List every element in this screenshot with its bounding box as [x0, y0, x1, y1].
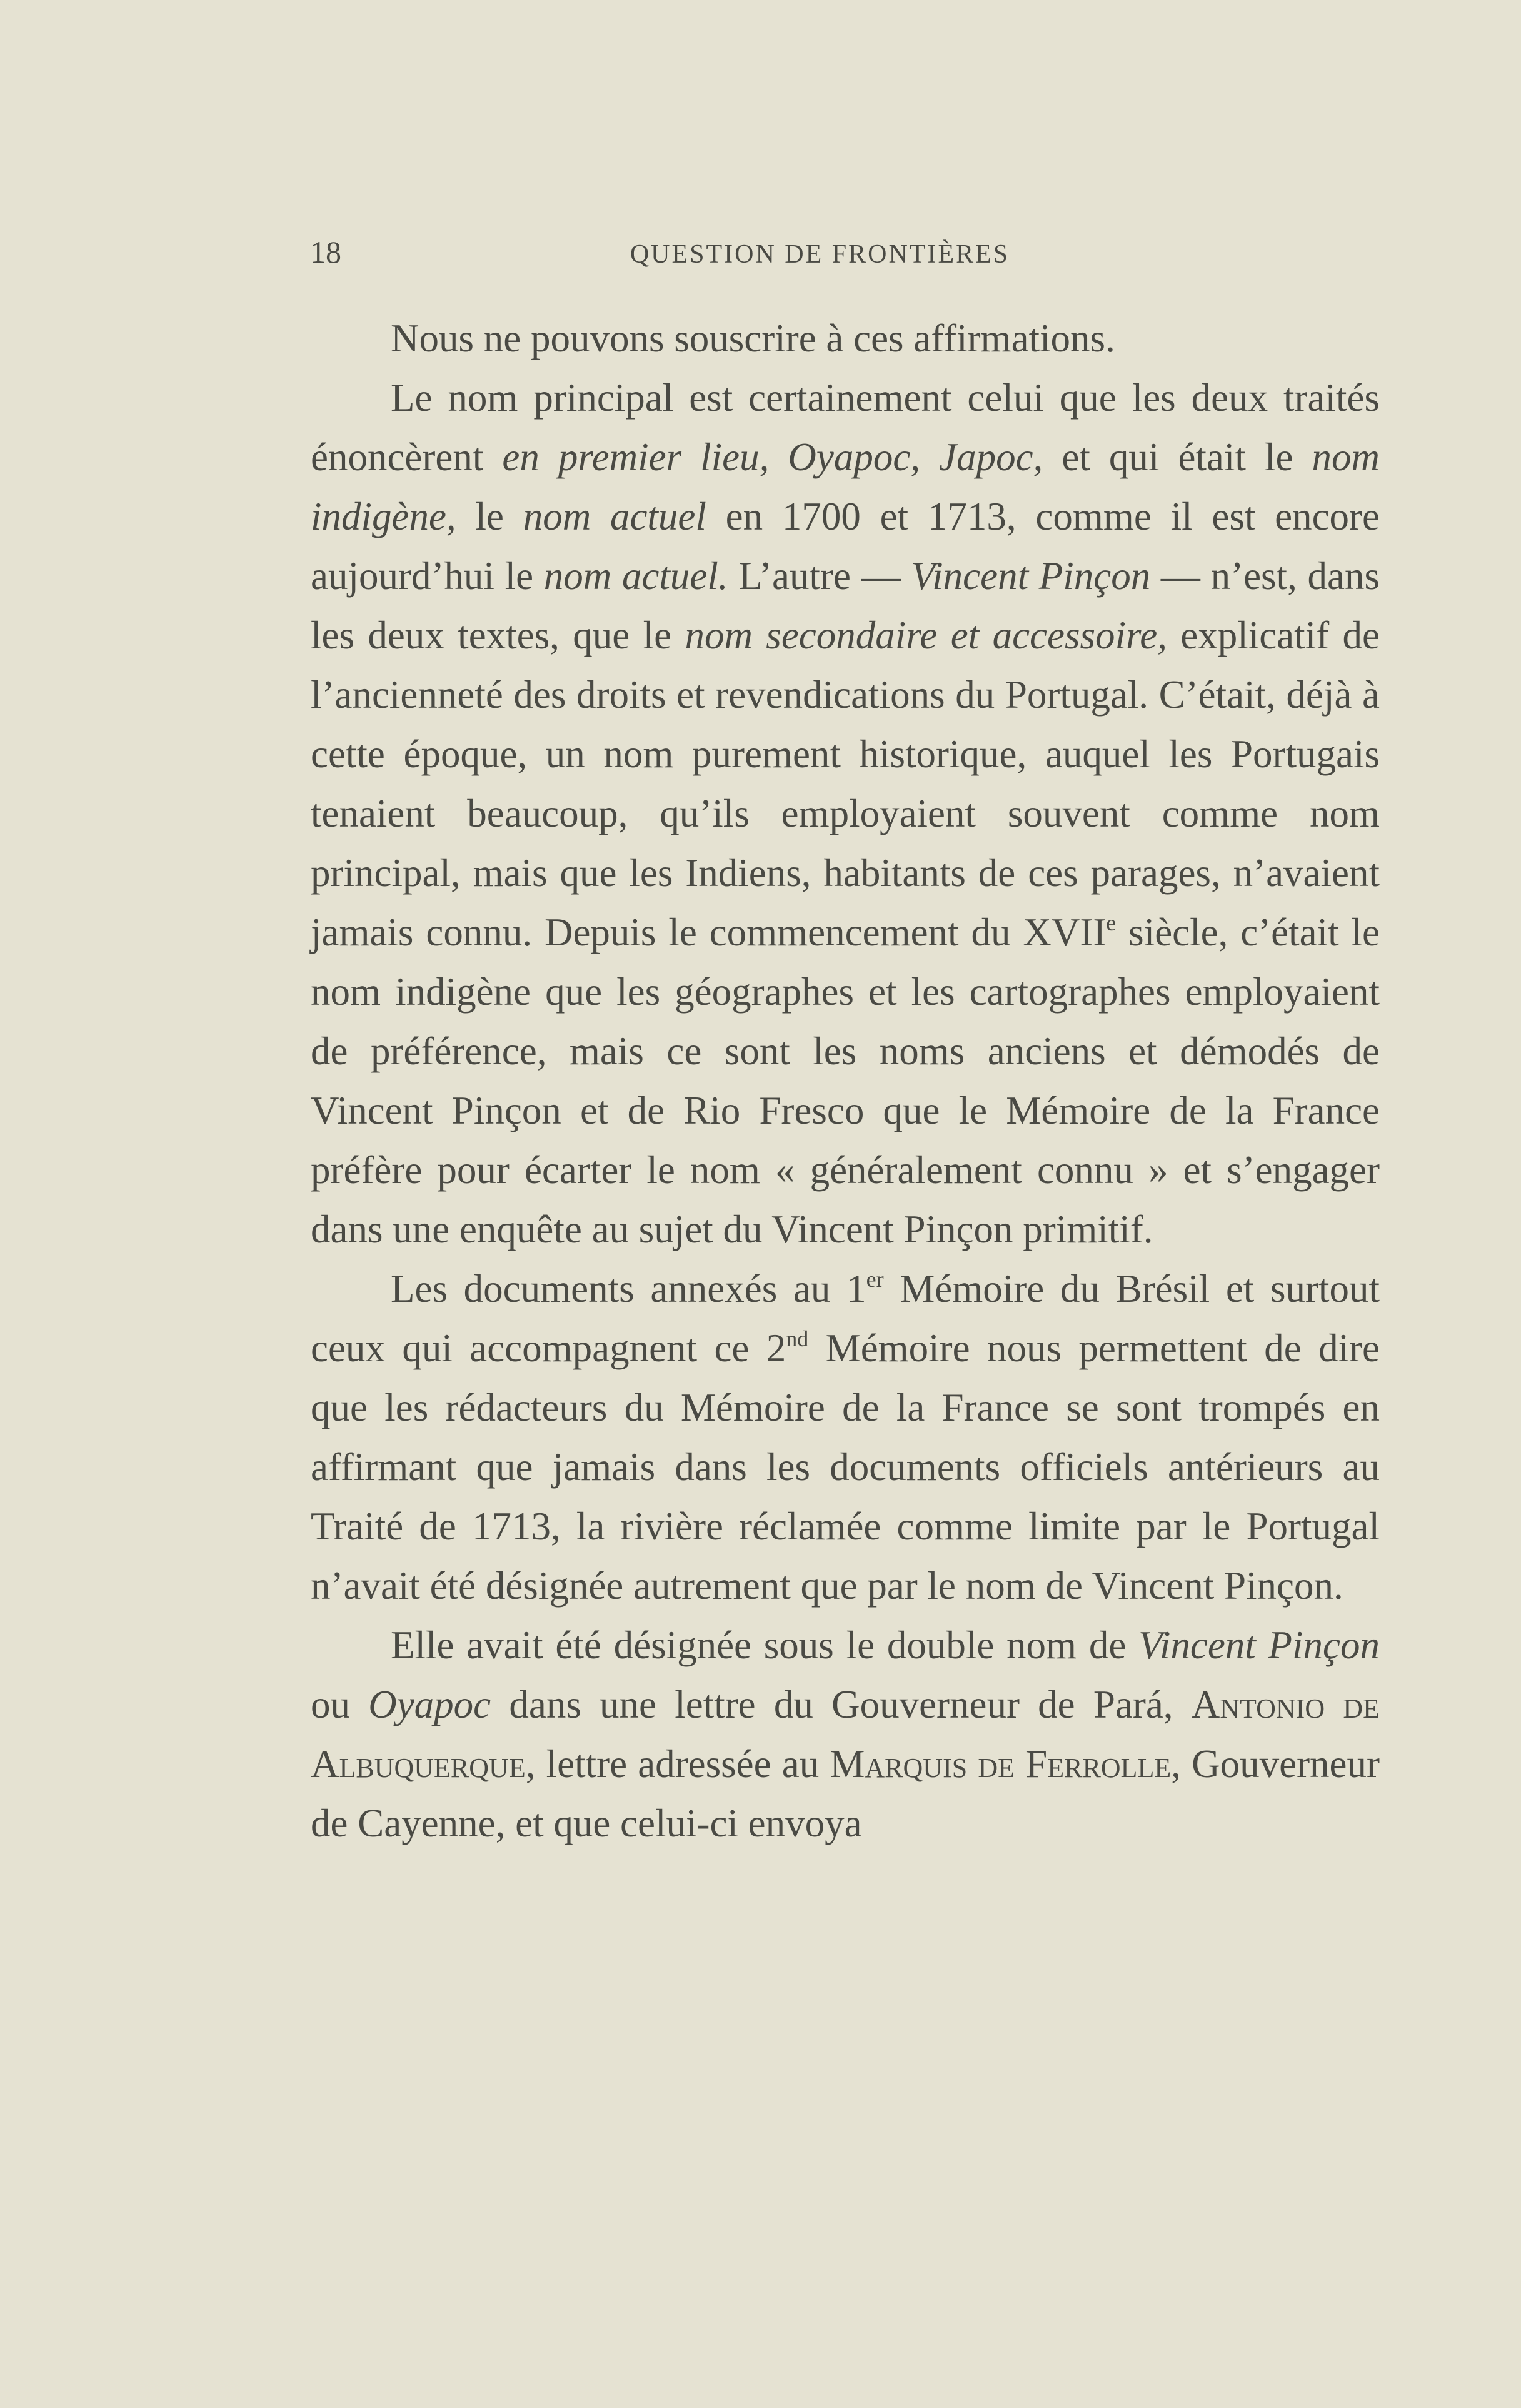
text-run: Le nom principal est certainement celui que les deux traités énoncèrent: [311, 376, 1380, 479]
small-caps-name: Antonio de Albuquerque: [311, 1683, 1380, 1786]
text-run: ou: [311, 1683, 369, 1726]
italic-text: en premier lieu, Oyapoc, Japoc,: [502, 435, 1043, 479]
paragraph: [311, 1616, 1380, 1853]
text-run: Nous ne pouvons souscrire à ces affirmations.: [391, 316, 1115, 360]
text-run: L’autre —: [728, 554, 911, 598]
text-run: siècle, c’était le nom indigène que les géographes et les cartographes employaient de préférence, mais ce sont les noms anciens et démodés de Vincent Pinçon et de Rio Fresco que le Mémoire de la France préfère pour écarter le nom « généralement connu » et s’engager dans une enquête au sujet du Vincent Pinçon primitif.: [311, 910, 1380, 1251]
text-run: — n’est, dans les deux textes, que le: [311, 554, 1380, 657]
text-run: Elle avait été désignée sous le double nom de: [391, 1623, 1139, 1667]
italic-text: nom actuel.: [543, 554, 728, 598]
text-run: en 1700 et 1713, comme il est encore aujourd’hui le: [311, 495, 1380, 598]
text-run: Les documents annexés au 1: [391, 1267, 866, 1311]
text-run: explicatif de l’ancienneté des droits et revendications du Portugal. C’était, déjà à cette époque, un nom purement historique, auquel les Portugais tenaient beaucoup, qu’ils employaient souvent comme nom principal, mais que les Indiens, habitants de ces parages, n’avaient jamais connu. Depuis le commencement du XVII: [311, 613, 1380, 954]
text-run: , lettre adressée au: [525, 1742, 830, 1786]
paragraph: [311, 309, 1380, 368]
text-run: et qui était le: [1043, 435, 1312, 479]
italic-text: Oyapoc: [368, 1683, 491, 1726]
small-caps-name: Marquis de Ferrolle: [830, 1742, 1172, 1786]
italic-text: Vincent Pinçon: [1138, 1623, 1380, 1667]
superscript: nd: [786, 1326, 809, 1351]
page-number: 18: [310, 234, 341, 270]
text-run: , Gouverneur de Cayenne, et que celui-ci envoya: [311, 1742, 1380, 1845]
text-run: dans une lettre du Gouverneur de Pará,: [491, 1683, 1192, 1726]
italic-text: Vincent Pinçon: [911, 554, 1151, 598]
paragraph: [311, 368, 1380, 1259]
running-title: QUESTION DE FRONTIÈRES: [630, 240, 1010, 269]
paragraph: [311, 1259, 1380, 1616]
superscript: er: [866, 1267, 884, 1292]
italic-text: nom secondaire et accessoire,: [685, 613, 1167, 657]
superscript: e: [1106, 910, 1117, 935]
italic-text: nom actuel: [523, 495, 706, 538]
italic-text: nom indigène,: [311, 435, 1380, 538]
text-run: le: [456, 495, 523, 538]
body-text: [311, 309, 1380, 1853]
text-run: Mémoire du Brésil et surtout ceux qui accompagnent ce 2: [311, 1267, 1380, 1370]
text-run: Mémoire nous permettent de dire que les rédacteurs du Mémoire de la France se sont trompés en affirmant que jamais dans les documents officiels antérieurs au Traité de 1713, la rivière réclamée comme limite par le Portugal n’avait été désignée autrement que par le nom de Vincent Pinçon.: [311, 1326, 1380, 1608]
